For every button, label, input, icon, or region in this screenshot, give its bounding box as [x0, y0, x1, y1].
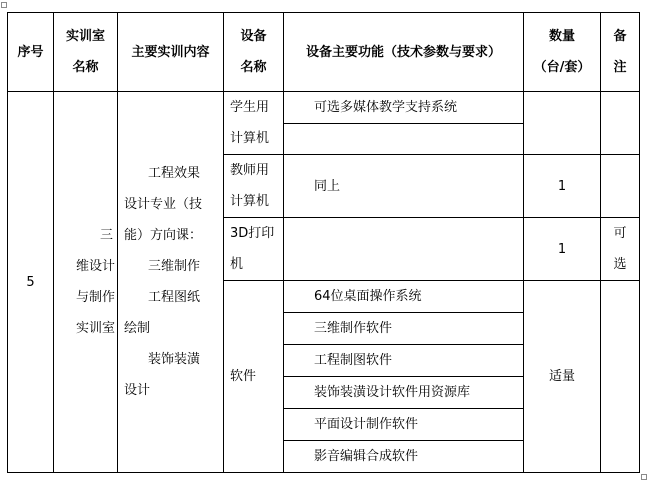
- function-cell: [284, 218, 524, 281]
- device-name-line: 学生用: [230, 100, 270, 115]
- quantity-cell: 1: [524, 155, 601, 218]
- header-note-line2: 注: [613, 60, 627, 75]
- header-device-line2: 名称: [240, 60, 267, 75]
- table-move-handle[interactable]: [1, 2, 7, 8]
- room-line: 维设计: [76, 259, 116, 274]
- function-cell: 三维制作软件: [284, 313, 524, 345]
- header-room-name: [54, 13, 118, 92]
- header-note-line1: 备: [613, 29, 627, 44]
- device-name-cell: [224, 92, 284, 155]
- header-qty-line1: 数量: [548, 29, 575, 44]
- content-line: 工程图纸: [148, 290, 201, 305]
- function-cell: 64位桌面操作系统: [284, 281, 524, 313]
- note-line: 选: [613, 257, 627, 272]
- content-line: 设计: [124, 383, 151, 398]
- function-cell: 平面设计制作软件: [284, 409, 524, 441]
- content-line: 工程效果: [148, 166, 201, 181]
- header-row: [8, 13, 640, 92]
- content-line: 三维制作: [148, 259, 201, 274]
- header-qty-line2: （台/套）: [533, 60, 591, 75]
- function-cell: 工程制图软件: [284, 345, 524, 377]
- content-line: 装饰装潢: [148, 352, 201, 367]
- device-name-cell: [224, 155, 284, 218]
- quantity-cell: [524, 92, 601, 155]
- room-line: 实训室: [76, 321, 116, 336]
- function-cell: [284, 124, 524, 155]
- header-room-line1: 实训室: [65, 29, 105, 44]
- function-cell: 可选多媒体教学支持系统: [284, 92, 524, 124]
- training-content-cell: [118, 92, 224, 473]
- note-cell: [601, 281, 640, 473]
- content-line: 能）方向课：: [124, 228, 203, 243]
- room-line: 与制作: [76, 290, 116, 305]
- function-cell: 影音编辑合成软件: [284, 441, 524, 473]
- content-line: 设计专业（技: [124, 197, 203, 212]
- function-cell: 同上: [284, 155, 524, 218]
- room-name-cell: [54, 92, 118, 473]
- header-function: 设备主要功能（技术参数与要求）: [284, 13, 524, 92]
- header-seq: 序号: [8, 13, 54, 92]
- header-content: 主要实训内容: [118, 13, 224, 92]
- function-cell: 装饰装潢设计软件用资源库: [284, 377, 524, 409]
- header-note: [601, 13, 640, 92]
- table-resize-handle[interactable]: [641, 474, 647, 480]
- content-line: 绘制: [124, 321, 151, 336]
- note-line: 可: [613, 226, 627, 241]
- room-line: 三: [100, 228, 114, 243]
- header-room-line2: 名称: [72, 60, 99, 75]
- device-name-line: 教师用: [230, 163, 270, 178]
- seq-cell: 5: [8, 92, 54, 473]
- device-name-line: 计算机: [230, 194, 270, 209]
- equipment-spec-table: [7, 12, 640, 473]
- device-name-line: 计算机: [230, 131, 270, 146]
- quantity-cell: 适量: [524, 281, 601, 473]
- note-cell: [601, 155, 640, 218]
- note-cell: [601, 92, 640, 155]
- table-row: [8, 92, 640, 124]
- device-name-line: 3D打印: [230, 226, 275, 241]
- header-device-name: [224, 13, 284, 92]
- device-name-cell: [224, 218, 284, 281]
- header-device-line1: 设备: [240, 29, 267, 44]
- note-cell: [601, 218, 640, 281]
- device-name-line: 机: [230, 257, 244, 272]
- device-name-cell: 软件: [224, 281, 284, 473]
- header-quantity: [524, 13, 601, 92]
- quantity-cell: 1: [524, 218, 601, 281]
